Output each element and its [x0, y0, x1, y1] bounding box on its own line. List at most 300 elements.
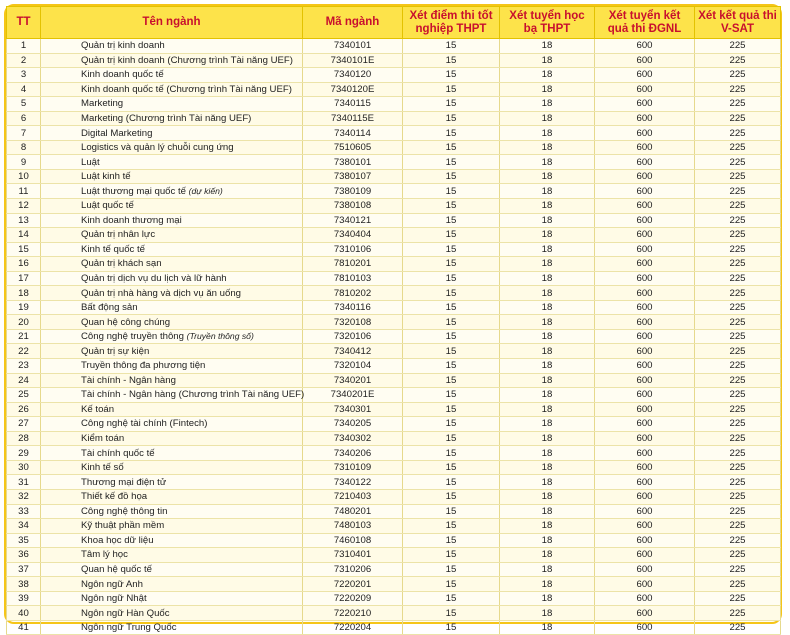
cell-tt: 11: [7, 184, 41, 199]
cell-thpt-score: 15: [403, 519, 500, 534]
cell-vsat-score: 225: [695, 460, 781, 475]
table-row: [7, 388, 781, 403]
cell-major-code: 7340205: [303, 417, 403, 432]
cell-transcript-score: 18: [500, 548, 595, 563]
cell-thpt-score: 15: [403, 431, 500, 446]
cell-tt: 12: [7, 199, 41, 214]
table-row: [7, 155, 781, 170]
cell-transcript-score: 18: [500, 82, 595, 97]
table-row: [7, 431, 781, 446]
cell-vsat-score: 225: [695, 519, 781, 534]
table-row: [7, 446, 781, 461]
cell-dgnl-score: 600: [595, 184, 695, 199]
major-name-text: Thiết kế đồ họa: [81, 491, 148, 503]
table-row: [7, 373, 781, 388]
cell-dgnl-score: 600: [595, 169, 695, 184]
cell-major-code: 7340301: [303, 402, 403, 417]
cell-thpt-score: 15: [403, 388, 500, 403]
cell-tt: 19: [7, 300, 41, 315]
major-name-text: Kinh doanh thương mại: [81, 214, 182, 226]
cell-thpt-score: 15: [403, 620, 500, 635]
table-row: [7, 97, 781, 112]
cell-major-name: [41, 519, 303, 534]
cell-transcript-score: 18: [500, 388, 595, 403]
cell-dgnl-score: 600: [595, 344, 695, 359]
cell-transcript-score: 18: [500, 53, 595, 68]
cell-transcript-score: 18: [500, 373, 595, 388]
cell-major-code: 7340101E: [303, 53, 403, 68]
major-name-text: Tài chính - Ngân hàng (Chương trình Tài năng UEF): [81, 389, 305, 401]
cell-major-name: [41, 97, 303, 112]
cell-major-code: 7220209: [303, 591, 403, 606]
cell-vsat-score: 225: [695, 39, 781, 54]
cell-major-code: 7310106: [303, 242, 403, 257]
cell-tt: 10: [7, 169, 41, 184]
major-name-text: Khoa học dữ liệu: [81, 534, 154, 546]
major-name-text: Ngôn ngữ Anh: [81, 578, 143, 590]
cell-transcript-score: 18: [500, 315, 595, 330]
cell-major-code: 7340121: [303, 213, 403, 228]
cell-thpt-score: 15: [403, 111, 500, 126]
cell-dgnl-score: 600: [595, 489, 695, 504]
cell-major-code: 7340101: [303, 39, 403, 54]
cell-transcript-score: 18: [500, 606, 595, 621]
table-row: [7, 242, 781, 257]
cell-transcript-score: 18: [500, 169, 595, 184]
table-row: [7, 68, 781, 83]
cell-major-code: 7380107: [303, 169, 403, 184]
table-header-row: [7, 7, 781, 39]
cell-tt: 41: [7, 620, 41, 635]
cell-thpt-score: 15: [403, 577, 500, 592]
cell-major-name: [41, 199, 303, 214]
cell-thpt-score: 15: [403, 446, 500, 461]
cell-dgnl-score: 600: [595, 213, 695, 228]
cell-dgnl-score: 600: [595, 577, 695, 592]
cell-tt: 32: [7, 489, 41, 504]
cell-major-name: [41, 184, 303, 199]
major-name-text: Quản trị nhân lực: [81, 229, 156, 241]
table-row: [7, 199, 781, 214]
cell-major-code: 7220204: [303, 620, 403, 635]
cell-major-code: 7380109: [303, 184, 403, 199]
cell-major-name: [41, 388, 303, 403]
cell-major-code: 7340115: [303, 97, 403, 112]
cell-major-name: [41, 504, 303, 519]
cell-transcript-score: 18: [500, 577, 595, 592]
cell-transcript-score: 18: [500, 533, 595, 548]
major-name-text: Kinh doanh quốc tế (Chương trình Tài năng UEF): [81, 83, 292, 95]
table-row: [7, 402, 781, 417]
cell-tt: 31: [7, 475, 41, 490]
table-row: [7, 344, 781, 359]
cell-vsat-score: 225: [695, 475, 781, 490]
cell-vsat-score: 225: [695, 504, 781, 519]
cell-dgnl-score: 600: [595, 446, 695, 461]
cell-dgnl-score: 600: [595, 68, 695, 83]
cell-vsat-score: 225: [695, 97, 781, 112]
cell-tt: 38: [7, 577, 41, 592]
cell-major-code: 7340116: [303, 300, 403, 315]
table-row: [7, 286, 781, 301]
cell-dgnl-score: 600: [595, 286, 695, 301]
cell-vsat-score: 225: [695, 111, 781, 126]
cell-tt: 25: [7, 388, 41, 403]
cell-major-name: [41, 373, 303, 388]
cell-thpt-score: 15: [403, 417, 500, 432]
major-name-text: Truyền thông đa phương tiện: [81, 360, 206, 372]
cell-vsat-score: 225: [695, 242, 781, 257]
cell-dgnl-score: 600: [595, 388, 695, 403]
major-name-text: Quản trị kinh doanh (Chương trình Tài năng UEF): [81, 54, 293, 66]
major-name-text: Luật kinh tế: [81, 171, 131, 183]
table-row: [7, 548, 781, 563]
major-note-text: (Truyền thông số): [186, 331, 254, 342]
cell-transcript-score: 18: [500, 620, 595, 635]
cell-transcript-score: 18: [500, 344, 595, 359]
cell-vsat-score: 225: [695, 140, 781, 155]
cell-major-name: [41, 417, 303, 432]
cell-tt: 22: [7, 344, 41, 359]
cell-dgnl-score: 600: [595, 533, 695, 548]
cell-major-code: 7310401: [303, 548, 403, 563]
cell-dgnl-score: 600: [595, 53, 695, 68]
cell-transcript-score: 18: [500, 126, 595, 141]
cell-tt: 18: [7, 286, 41, 301]
cell-tt: 39: [7, 591, 41, 606]
cell-dgnl-score: 600: [595, 111, 695, 126]
cell-vsat-score: 225: [695, 184, 781, 199]
table-row: [7, 126, 781, 141]
major-name-text: Tâm lý học: [81, 549, 128, 561]
cell-vsat-score: 225: [695, 155, 781, 170]
cell-dgnl-score: 600: [595, 373, 695, 388]
cell-tt: 4: [7, 82, 41, 97]
cell-thpt-score: 15: [403, 39, 500, 54]
cell-major-name: [41, 446, 303, 461]
cell-major-code: 7340201: [303, 373, 403, 388]
cell-major-name: [41, 577, 303, 592]
cell-vsat-score: 225: [695, 402, 781, 417]
cell-transcript-score: 18: [500, 460, 595, 475]
cell-tt: 33: [7, 504, 41, 519]
major-name-text: Marketing: [81, 98, 124, 110]
cell-vsat-score: 225: [695, 548, 781, 563]
cell-thpt-score: 15: [403, 199, 500, 214]
cell-transcript-score: 18: [500, 257, 595, 272]
cell-thpt-score: 15: [403, 155, 500, 170]
table-row: [7, 82, 781, 97]
major-name-text: Thương mại điện tử: [81, 476, 167, 488]
cell-major-name: [41, 533, 303, 548]
cell-major-code: 7340114: [303, 126, 403, 141]
table-row: [7, 111, 781, 126]
cell-transcript-score: 18: [500, 228, 595, 243]
table-row: [7, 606, 781, 621]
cell-vsat-score: 225: [695, 169, 781, 184]
cell-major-code: 7340120: [303, 68, 403, 83]
cell-dgnl-score: 600: [595, 39, 695, 54]
cell-transcript-score: 18: [500, 519, 595, 534]
table-row: [7, 591, 781, 606]
cell-vsat-score: 225: [695, 329, 781, 344]
cell-thpt-score: 15: [403, 315, 500, 330]
cell-thpt-score: 15: [403, 169, 500, 184]
major-name-text: Quan hệ quốc tế: [81, 563, 152, 575]
cell-vsat-score: 225: [695, 228, 781, 243]
cell-tt: 29: [7, 446, 41, 461]
cell-major-code: 7480103: [303, 519, 403, 534]
table-row: [7, 213, 781, 228]
cell-transcript-score: 18: [500, 431, 595, 446]
header-major-name: Tên ngành: [41, 7, 303, 39]
major-name-text: Luật thương mại quốc tế: [81, 185, 186, 197]
cell-thpt-score: 15: [403, 460, 500, 475]
cell-major-code: 7320108: [303, 315, 403, 330]
cell-major-name: [41, 606, 303, 621]
cell-thpt-score: 15: [403, 591, 500, 606]
major-name-text: Ngôn ngữ Trung Quốc: [81, 622, 177, 634]
cell-tt: 28: [7, 431, 41, 446]
cell-major-name: [41, 548, 303, 563]
major-name-text: Công nghệ truyền thông: [81, 331, 184, 343]
cell-vsat-score: 225: [695, 533, 781, 548]
cell-thpt-score: 15: [403, 140, 500, 155]
cell-vsat-score: 225: [695, 431, 781, 446]
cell-dgnl-score: 600: [595, 606, 695, 621]
cell-tt: 24: [7, 373, 41, 388]
cell-dgnl-score: 600: [595, 242, 695, 257]
cell-thpt-score: 15: [403, 300, 500, 315]
major-name-text: Bất động sản: [81, 302, 138, 314]
cell-tt: 36: [7, 548, 41, 563]
cell-transcript-score: 18: [500, 97, 595, 112]
table-row: [7, 533, 781, 548]
cell-tt: 40: [7, 606, 41, 621]
cell-tt: 26: [7, 402, 41, 417]
major-name-text: Công nghệ thông tin: [81, 505, 168, 517]
cell-major-code: 7320106: [303, 329, 403, 344]
cell-vsat-score: 225: [695, 373, 781, 388]
cell-major-name: [41, 329, 303, 344]
cell-major-code: 7220210: [303, 606, 403, 621]
cell-dgnl-score: 600: [595, 97, 695, 112]
cell-thpt-score: 15: [403, 82, 500, 97]
cell-tt: 14: [7, 228, 41, 243]
cell-vsat-score: 225: [695, 446, 781, 461]
cell-thpt-score: 15: [403, 271, 500, 286]
cell-major-name: [41, 271, 303, 286]
cell-major-name: [41, 344, 303, 359]
cell-major-code: 7210403: [303, 489, 403, 504]
cell-transcript-score: 18: [500, 417, 595, 432]
cell-major-name: [41, 169, 303, 184]
cell-tt: 7: [7, 126, 41, 141]
cell-major-name: [41, 53, 303, 68]
cell-thpt-score: 15: [403, 548, 500, 563]
cell-major-code: 7340115E: [303, 111, 403, 126]
cell-tt: 30: [7, 460, 41, 475]
cell-tt: 20: [7, 315, 41, 330]
cell-vsat-score: 225: [695, 417, 781, 432]
cell-dgnl-score: 600: [595, 591, 695, 606]
header-thpt-score: Xét điểm thi tốt nghiệp THPT: [403, 7, 500, 39]
header-dgnl-score: Xét tuyển kết quả thi ĐGNL: [595, 7, 695, 39]
major-name-text: Kinh doanh quốc tế: [81, 69, 164, 81]
cell-tt: 1: [7, 39, 41, 54]
cell-dgnl-score: 600: [595, 475, 695, 490]
cell-thpt-score: 15: [403, 184, 500, 199]
cell-major-code: 7340122: [303, 475, 403, 490]
cell-major-name: [41, 286, 303, 301]
cell-vsat-score: 225: [695, 344, 781, 359]
cell-transcript-score: 18: [500, 271, 595, 286]
major-name-text: Ngôn ngữ Nhật: [81, 593, 147, 605]
cell-transcript-score: 18: [500, 242, 595, 257]
major-name-text: Quan hệ công chúng: [81, 316, 171, 328]
cell-vsat-score: 225: [695, 591, 781, 606]
cell-transcript-score: 18: [500, 155, 595, 170]
major-name-text: Quản trị kinh doanh: [81, 40, 165, 52]
major-name-text: Kiểm toán: [81, 433, 125, 445]
cell-vsat-score: 225: [695, 53, 781, 68]
cell-major-code: 7810201: [303, 257, 403, 272]
cell-transcript-score: 18: [500, 475, 595, 490]
cell-dgnl-score: 600: [595, 140, 695, 155]
cell-major-name: [41, 489, 303, 504]
table-row: [7, 228, 781, 243]
cell-vsat-score: 225: [695, 489, 781, 504]
cell-dgnl-score: 600: [595, 82, 695, 97]
cell-transcript-score: 18: [500, 111, 595, 126]
cell-transcript-score: 18: [500, 199, 595, 214]
cell-major-code: 7310109: [303, 460, 403, 475]
cell-transcript-score: 18: [500, 359, 595, 374]
table-row: [7, 504, 781, 519]
cell-tt: 13: [7, 213, 41, 228]
cell-tt: 6: [7, 111, 41, 126]
header-vsat-score: Xét kết quả thi V-SAT: [695, 7, 781, 39]
major-name-text: Kinh tế quốc tế: [81, 243, 146, 255]
cell-major-code: 7810103: [303, 271, 403, 286]
cell-tt: 21: [7, 329, 41, 344]
cell-dgnl-score: 600: [595, 228, 695, 243]
cell-major-code: 7320104: [303, 359, 403, 374]
cell-major-name: [41, 475, 303, 490]
table-row: [7, 562, 781, 577]
cell-dgnl-score: 600: [595, 431, 695, 446]
cell-major-name: [41, 82, 303, 97]
major-name-text: Quản trị nhà hàng và dịch vụ ăn uống: [81, 287, 242, 299]
cell-thpt-score: 15: [403, 257, 500, 272]
major-name-text: Ngôn ngữ Hàn Quốc: [81, 607, 170, 619]
cell-major-name: [41, 591, 303, 606]
cell-thpt-score: 15: [403, 359, 500, 374]
cell-major-code: 7340120E: [303, 82, 403, 97]
cell-vsat-score: 225: [695, 606, 781, 621]
cell-major-code: 7340412: [303, 344, 403, 359]
cell-dgnl-score: 600: [595, 155, 695, 170]
cell-major-code: 7380101: [303, 155, 403, 170]
cell-transcript-score: 18: [500, 329, 595, 344]
cell-thpt-score: 15: [403, 344, 500, 359]
cell-tt: 2: [7, 53, 41, 68]
cell-transcript-score: 18: [500, 562, 595, 577]
cell-dgnl-score: 600: [595, 271, 695, 286]
table-row: [7, 577, 781, 592]
cell-transcript-score: 18: [500, 300, 595, 315]
cell-dgnl-score: 600: [595, 417, 695, 432]
major-note-text: (dự kiến): [188, 185, 223, 196]
cell-dgnl-score: 600: [595, 329, 695, 344]
table-row: [7, 53, 781, 68]
cell-major-name: [41, 68, 303, 83]
cell-dgnl-score: 600: [595, 519, 695, 534]
cell-major-code: 7340404: [303, 228, 403, 243]
cell-vsat-score: 225: [695, 271, 781, 286]
cell-major-code: 7810202: [303, 286, 403, 301]
cell-dgnl-score: 600: [595, 504, 695, 519]
cell-tt: 9: [7, 155, 41, 170]
cell-tt: 8: [7, 140, 41, 155]
cell-thpt-score: 15: [403, 286, 500, 301]
cell-thpt-score: 15: [403, 97, 500, 112]
cell-thpt-score: 15: [403, 126, 500, 141]
cell-major-name: [41, 213, 303, 228]
cell-major-name: [41, 402, 303, 417]
table-row: [7, 359, 781, 374]
table-row: [7, 184, 781, 199]
table-row: [7, 169, 781, 184]
cell-transcript-score: 18: [500, 286, 595, 301]
cell-major-name: [41, 300, 303, 315]
cell-major-name: [41, 242, 303, 257]
cell-major-name: [41, 111, 303, 126]
cell-vsat-score: 225: [695, 562, 781, 577]
cell-vsat-score: 225: [695, 388, 781, 403]
table-row: [7, 39, 781, 54]
cell-dgnl-score: 600: [595, 257, 695, 272]
cell-tt: 3: [7, 68, 41, 83]
table-row: [7, 620, 781, 635]
major-name-text: Kinh tế số: [81, 462, 124, 474]
table-body: [7, 39, 781, 635]
cell-dgnl-score: 600: [595, 199, 695, 214]
cell-major-name: [41, 126, 303, 141]
cell-dgnl-score: 600: [595, 315, 695, 330]
cell-major-name: [41, 155, 303, 170]
cell-major-name: [41, 620, 303, 635]
cell-dgnl-score: 600: [595, 300, 695, 315]
major-name-text: Tài chính quốc tế: [81, 447, 155, 459]
table-row: [7, 417, 781, 432]
cell-tt: 34: [7, 519, 41, 534]
table-row: [7, 460, 781, 475]
cell-major-code: 7340201E: [303, 388, 403, 403]
cell-major-name: [41, 257, 303, 272]
cell-thpt-score: 15: [403, 533, 500, 548]
cell-major-name: [41, 562, 303, 577]
table-row: [7, 271, 781, 286]
cell-vsat-score: 225: [695, 300, 781, 315]
table-row: [7, 140, 781, 155]
header-transcript-score: Xét tuyển học bạ THPT: [500, 7, 595, 39]
cell-transcript-score: 18: [500, 591, 595, 606]
table-row: [7, 329, 781, 344]
header-major-code: Mã ngành: [303, 7, 403, 39]
cell-thpt-score: 15: [403, 606, 500, 621]
major-name-text: Tài chính - Ngân hàng: [81, 374, 176, 386]
